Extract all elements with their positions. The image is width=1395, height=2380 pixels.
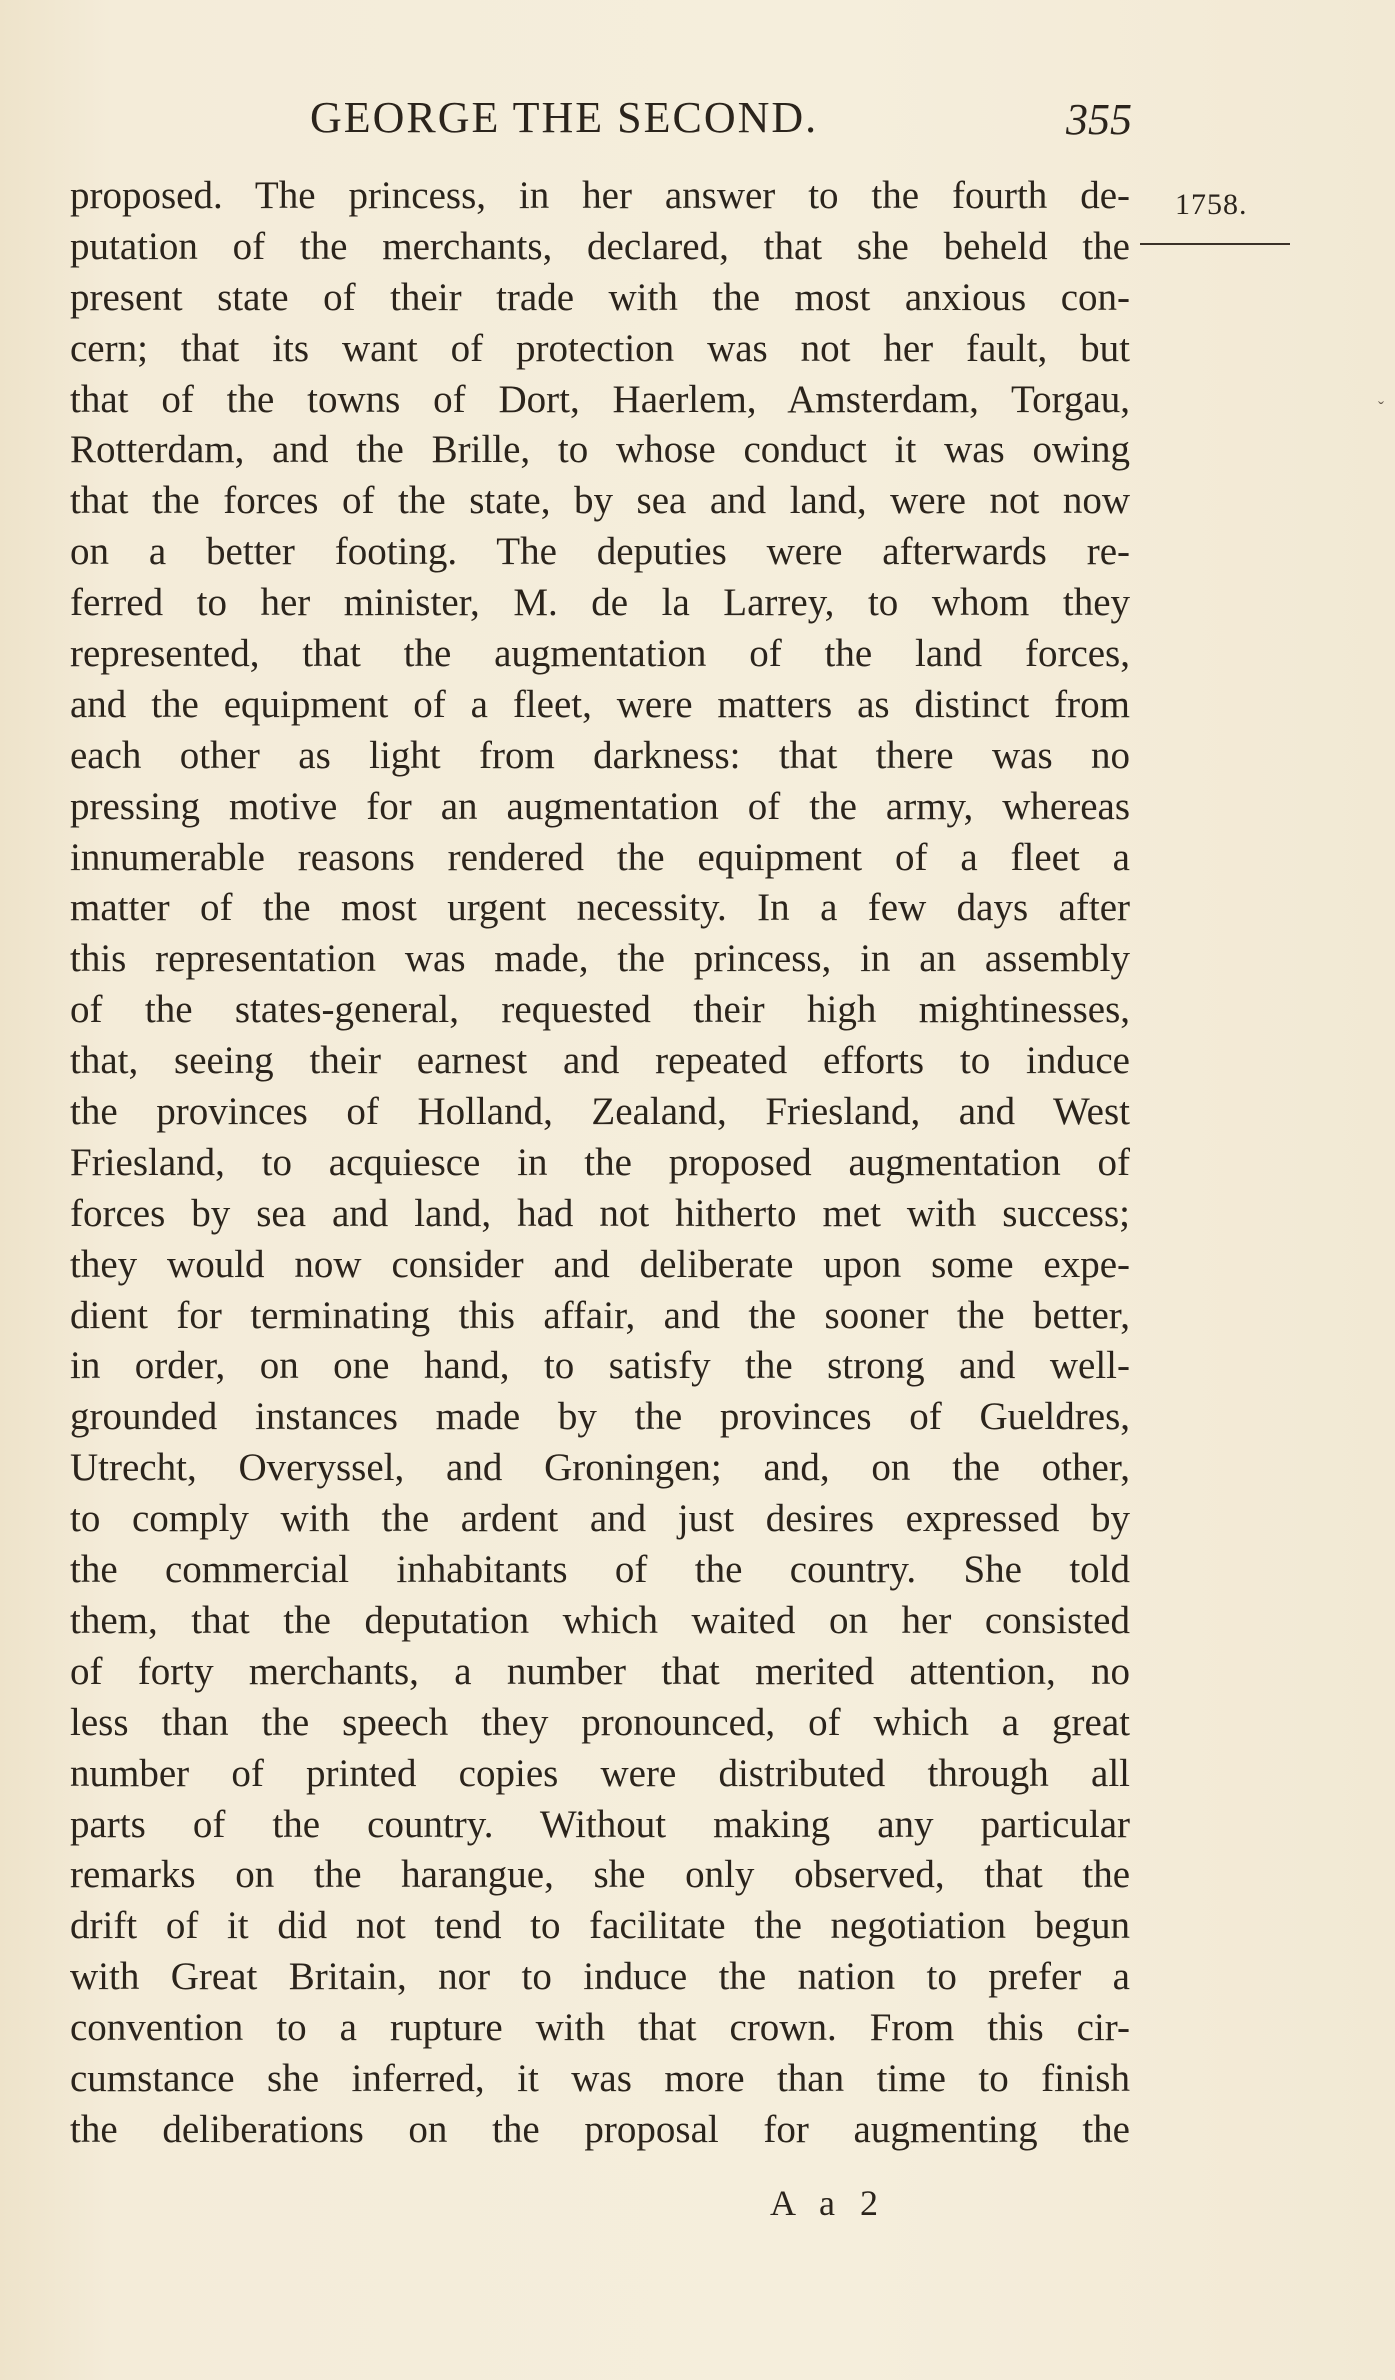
text-line: matter of the most urgent necessity. In a few days after <box>70 886 1130 930</box>
text-line: with Great Britain, nor to induce the nation to prefer a <box>70 1955 1130 1999</box>
text-line: Friesland, to acquiesce in the proposed augmentation of <box>70 1140 1130 1184</box>
text-line: less than the speech they pronounced, of which a great <box>70 1700 1130 1744</box>
text-line: cern; that its want of protection was not her fault, but <box>70 326 1130 370</box>
page-number: 355 <box>1066 95 1132 144</box>
text-line: remarks on the harangue, she only observed, that the <box>70 1853 1130 1897</box>
text-line: forces by sea and land, had not hitherto met with success; <box>70 1191 1130 1235</box>
text-line: that the forces of the state, by sea and land, were not now <box>70 479 1130 523</box>
margin-rule <box>1140 243 1290 245</box>
signature-mark: A a 2 <box>770 2183 886 2223</box>
text-line: innumerable reasons rendered the equipment of a fleet a <box>70 835 1130 879</box>
stray-mark: ˇ <box>1378 398 1384 418</box>
text-line: pressing motive for an augmentation of the army, whereas <box>70 784 1130 828</box>
text-line: and the equipment of a fleet, were matters as distinct from <box>70 682 1130 726</box>
text-line: ferred to her minister, M. de la Larrey, to whom they <box>70 581 1130 625</box>
body-text <box>70 171 1130 2156</box>
text-line: each other as light from darkness: that there was no <box>70 733 1130 777</box>
text-line: the commercial inhabitants of the country. She told <box>70 1548 1130 1592</box>
text-line: on a better footing. The deputies were afterwards re- <box>70 530 1130 574</box>
text-line: cumstance she inferred, it was more than time to finish <box>70 2056 1130 2100</box>
text-line: represented, that the augmentation of the land forces, <box>70 632 1130 676</box>
text-line: they would now consider and deliberate upon some expe- <box>70 1242 1130 1286</box>
text-line: of forty merchants, a number that merited attention, no <box>70 1649 1130 1693</box>
text-line: Utrecht, Overyssel, and Groningen; and, on the other, <box>70 1446 1130 1490</box>
text-line: of the states-general, requested their high mightinesses, <box>70 988 1130 1032</box>
margin-year: 1758. <box>1175 188 1248 221</box>
text-line: present state of their trade with the most anxious con- <box>70 275 1130 319</box>
text-line: that, seeing their earnest and repeated efforts to induce <box>70 1039 1130 1083</box>
text-line: number of printed copies were distributed through all <box>70 1751 1130 1795</box>
text-line: in order, on one hand, to satisfy the strong and well- <box>70 1344 1130 1388</box>
text-line: this representation was made, the princess, in an assembly <box>70 937 1130 981</box>
text-line: the provinces of Holland, Zealand, Friesland, and West <box>70 1090 1130 1134</box>
text-line: dient for terminating this affair, and the sooner the better, <box>70 1293 1130 1337</box>
text-line: drift of it did not tend to facilitate the negotiation begun <box>70 1904 1130 1948</box>
text-line: the deliberations on the proposal for augmenting the <box>70 2107 1130 2151</box>
text-line: proposed. The princess, in her answer to the fourth de- <box>70 174 1130 217</box>
text-line: grounded instances made by the provinces of Gueldres, <box>70 1395 1130 1439</box>
page-header <box>70 92 1132 152</box>
text-line: Rotterdam, and the Brille, to whose conduct it was owing <box>70 428 1130 472</box>
text-line: parts of the country. Without making any particular <box>70 1802 1130 1846</box>
text-line: that of the towns of Dort, Haerlem, Amsterdam, Torgau, <box>70 377 1130 421</box>
text-line: convention to a rupture with that crown. From this cir- <box>70 2006 1130 2050</box>
text-line: putation of the merchants, declared, that she beheld the <box>70 224 1130 268</box>
text-line: them, that the deputation which waited on her consisted <box>70 1598 1130 1642</box>
running-head: GEORGE THE SECOND. <box>310 93 819 142</box>
text-line: to comply with the ardent and just desires expressed by <box>70 1497 1130 1541</box>
